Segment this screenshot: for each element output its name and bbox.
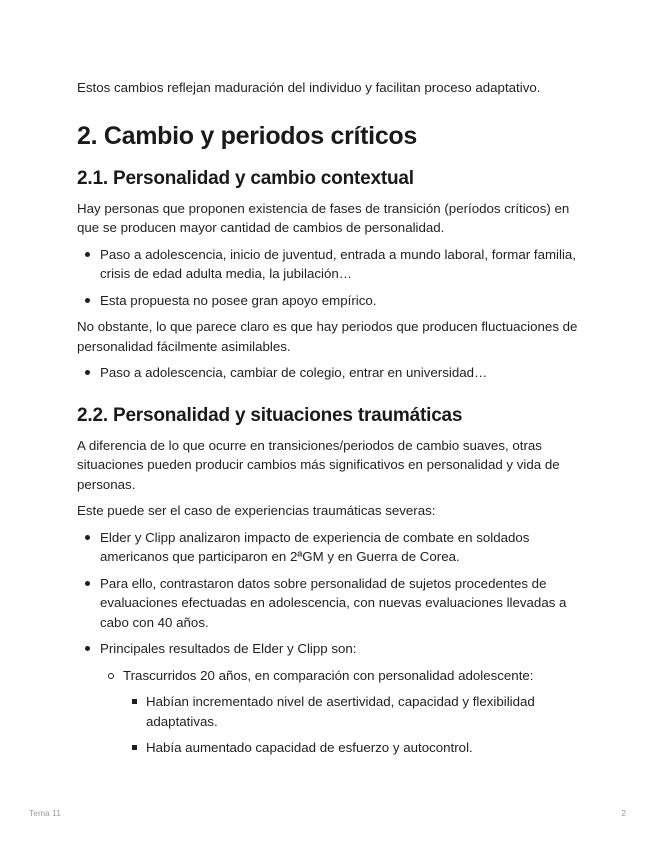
list-item: Esta propuesta no posee gran apoyo empírico. [77,291,582,311]
bullet-dot-icon [85,535,90,540]
list-item: Para ello, contrastaron datos sobre personalidad de sujetos procedentes de evaluaciones efectuadas en adolescencia, con nuevas evaluaciones llevadas a cabo con 40 años. [77,574,582,633]
bullet-dot-icon [85,646,90,651]
paragraph: Este puede ser el caso de experiencias traumáticas severas: [77,503,436,518]
bullet-circle-icon [108,673,114,679]
bullet-dot-icon [85,370,90,375]
subsection-heading-contextual: 2.1. Personalidad y cambio contextual [77,167,414,189]
paragraph: No obstante, lo que parece claro es que hay periodos que producen fluctuaciones de personalidad fácilmente asimilables. [77,319,578,354]
footer-page-number: 2 [621,808,626,818]
bullet-dot-icon [85,298,90,303]
intro-paragraph: Estos cambios reflejan maduración del individuo y facilitan proceso adaptativo. [77,80,541,95]
subsection-heading-traumatic: 2.2. Personalidad y situaciones traumáticas [77,404,463,426]
bullet-list [77,363,582,383]
bullet-list [77,245,582,311]
bullet-dot-icon [85,581,90,586]
paragraph: A diferencia de lo que ocurre en transiciones/periodos de cambio suaves, otras situaciones pueden producir cambios más significativos en personalidad y vida de personas. [77,437,560,492]
list-item: Paso a adolescencia, cambiar de colegio, entrar en universidad… [77,363,582,383]
bullet-list [77,528,582,758]
nested-bullet-list [100,666,582,758]
nested-list-item: Trascurridos 20 años, en comparación con personalidad adolescente: Habían incrementado nivel de asertividad, capacidad y flexibilidad adaptativas. Había aumentado capacidad de esfuerzo y autocontrol. [100,666,582,758]
document-page [77,78,582,765]
nested-list-item: Habían incrementado nivel de asertividad, capacidad y flexibilidad adaptativas. [123,692,582,731]
list-item: Elder y Clipp analizaron impacto de experiencia de combate en soldados americanos que participaron en 2ªGM y en Guerra de Corea. [77,528,582,567]
bullet-square-icon [132,745,137,750]
list-item: Paso a adolescencia, inicio de juventud, entrada a mundo laboral, formar familia, crisis de edad adulta media, la jubilación… [77,245,582,284]
bullet-dot-icon [85,252,90,257]
list-item: Principales resultados de Elder y Clipp son: Trascurridos 20 años, en comparación con personalidad adolescente: Habían incrementado nivel de asertividad, capacidad y flexibilidad adaptativas. Había aumentado capacidad de esfuerzo y autocontrol. [77,639,582,758]
section-heading: 2. Cambio y periodos críticos [77,121,418,150]
nested-list-item: Había aumentado capacidad de esfuerzo y autocontrol. [123,738,582,758]
footer-chapter-label: Tema 11 [29,808,61,818]
bullet-square-icon [132,699,137,704]
nested-bullet-list-level3 [123,692,582,758]
paragraph: Hay personas que proponen existencia de fases de transición (períodos críticos) en que se producen mayor cantidad de cambios de personalidad. [77,200,570,235]
